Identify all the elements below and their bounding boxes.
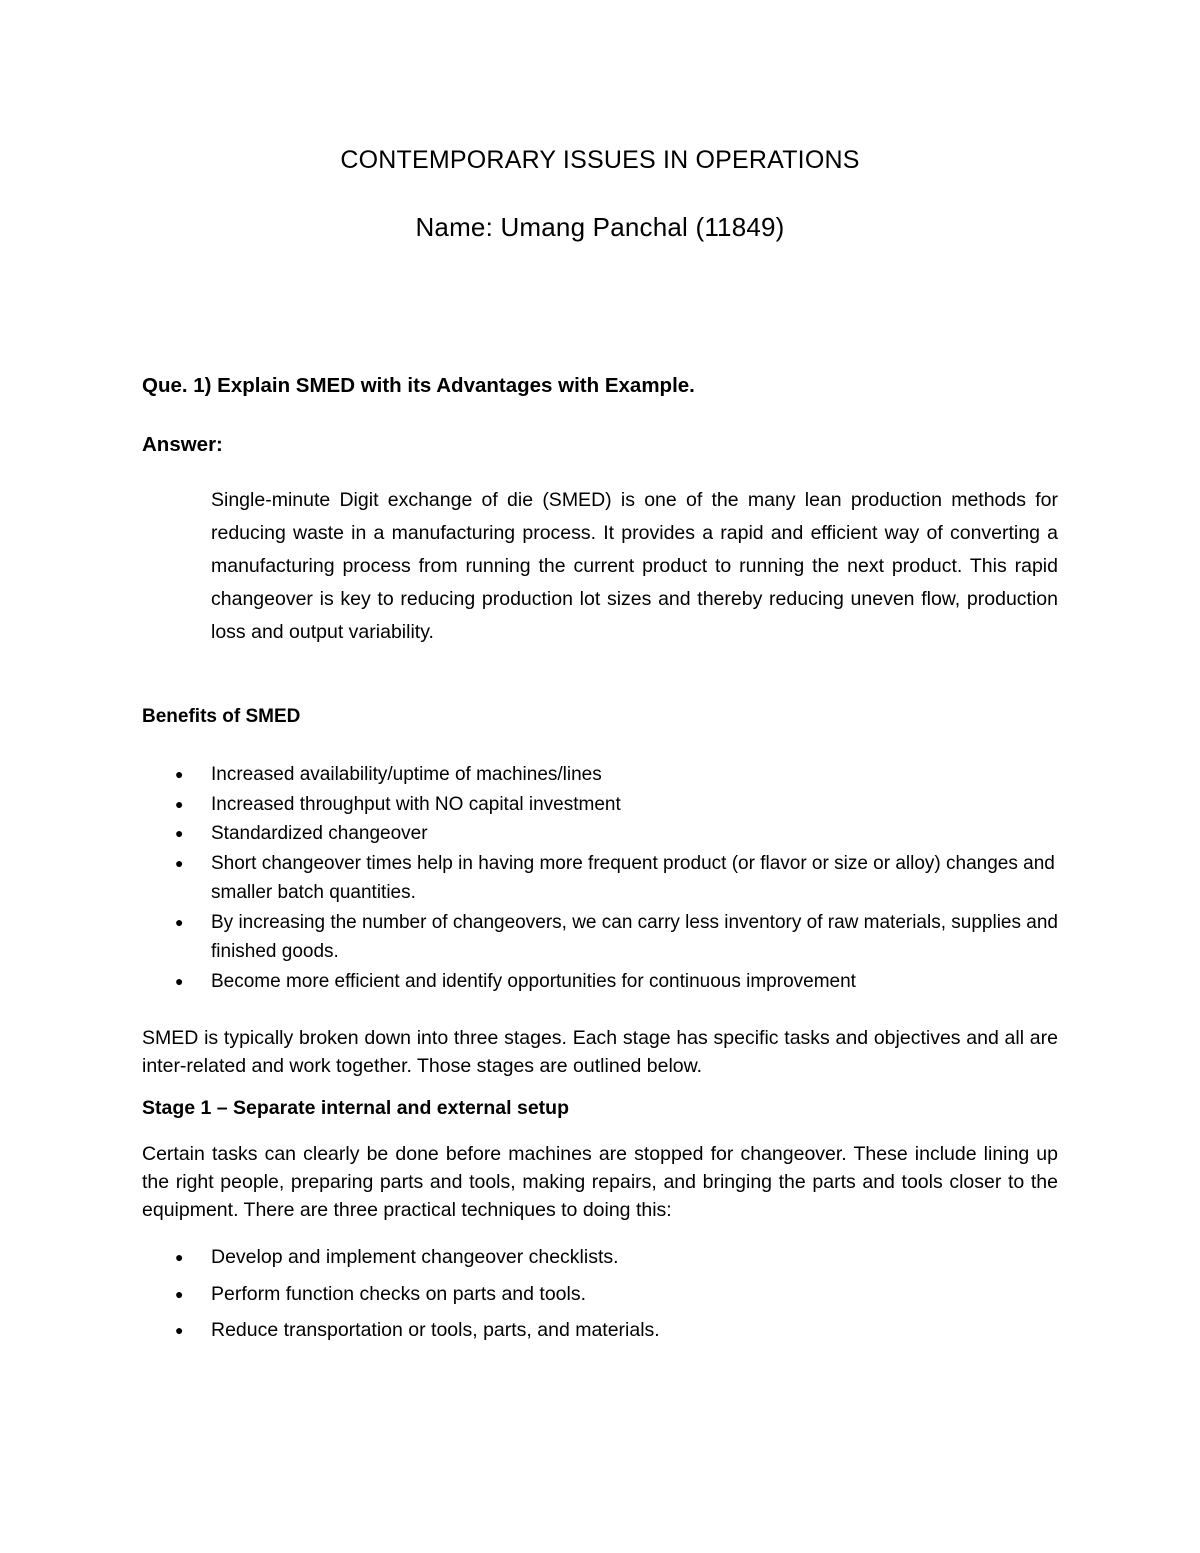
list-item	[142, 760, 1072, 790]
bullet-icon: ●	[175, 854, 184, 871]
list-item	[142, 1276, 1072, 1313]
bullet-icon: ●	[175, 913, 184, 930]
intro-paragraph: Single-minute Digit exchange of die (SMED) is one of the many lean production methods for reducing waste in a manufacturing process. It provides a rapid and efficient way of converting a manufacturing process from running the current product to running the next product. This rapid changeover is key to reducing production lot sizes and thereby reducing uneven flow, production loss and output variability.	[211, 489, 1058, 643]
benefits-heading: Benefits of SMED	[142, 706, 301, 727]
list-item-text: Standardized changeover	[211, 823, 428, 844]
stage1-heading: Stage 1 – Separate internal and external setup	[142, 1097, 569, 1119]
bullet-icon: ●	[175, 1285, 184, 1302]
bullet-icon: ●	[175, 795, 184, 812]
list-item	[142, 1312, 1072, 1349]
techniques-list	[142, 1239, 1072, 1349]
list-item-text: Short changeover times help in having more frequent product (or flavor or size or alloy) changes and smaller batch quantities.	[211, 852, 1055, 903]
stages-paragraph: SMED is typically broken down into three stages. Each stage has specific tasks and objectives and all are inter-related and work together. Those stages are outlined below.	[142, 1027, 1058, 1077]
document-title: CONTEMPORARY ISSUES IN OPERATIONS	[340, 146, 860, 174]
list-item	[142, 1239, 1072, 1276]
list-item	[142, 819, 1072, 849]
bullet-icon: ●	[175, 1249, 184, 1265]
list-item-text: Increased availability/uptime of machines/lines	[211, 764, 602, 785]
answer-label: Answer:	[142, 433, 223, 456]
bullet-icon: ●	[175, 825, 184, 841]
list-item-text: Become more efficient and identify opportunities for continuous improvement	[211, 970, 856, 992]
list-item-text: Reduce transportation or tools, parts, and materials.	[211, 1319, 660, 1341]
list-item	[142, 849, 1072, 908]
bullet-icon: ●	[175, 1322, 184, 1338]
benefits-list	[142, 760, 1072, 996]
list-item-text: Increased throughput with NO capital investment	[211, 793, 621, 815]
list-item-text: By increasing the number of changeovers, we can carry less inventory of raw materials, supplies and finished goods.	[211, 911, 1058, 962]
list-item-text: Develop and implement changeover checklists.	[211, 1246, 619, 1268]
bullet-icon: ●	[175, 972, 184, 989]
question-heading: Que. 1) Explain SMED with its Advantages with Example.	[142, 374, 695, 397]
list-item	[142, 967, 1072, 997]
bullet-icon: ●	[175, 766, 184, 782]
stage1-paragraph: Certain tasks can clearly be done before machines are stopped for changeover. These include lining up the right people, preparing parts and tools, making repairs, and bringing the parts and tools closer to the equipment. There are three practical techniques to doing this:	[142, 1143, 1058, 1221]
list-item	[142, 908, 1072, 967]
author-name: Name: Umang Panchal (11849)	[415, 212, 785, 242]
list-item-text: Perform function checks on parts and tools.	[211, 1282, 587, 1305]
list-item	[142, 790, 1072, 820]
